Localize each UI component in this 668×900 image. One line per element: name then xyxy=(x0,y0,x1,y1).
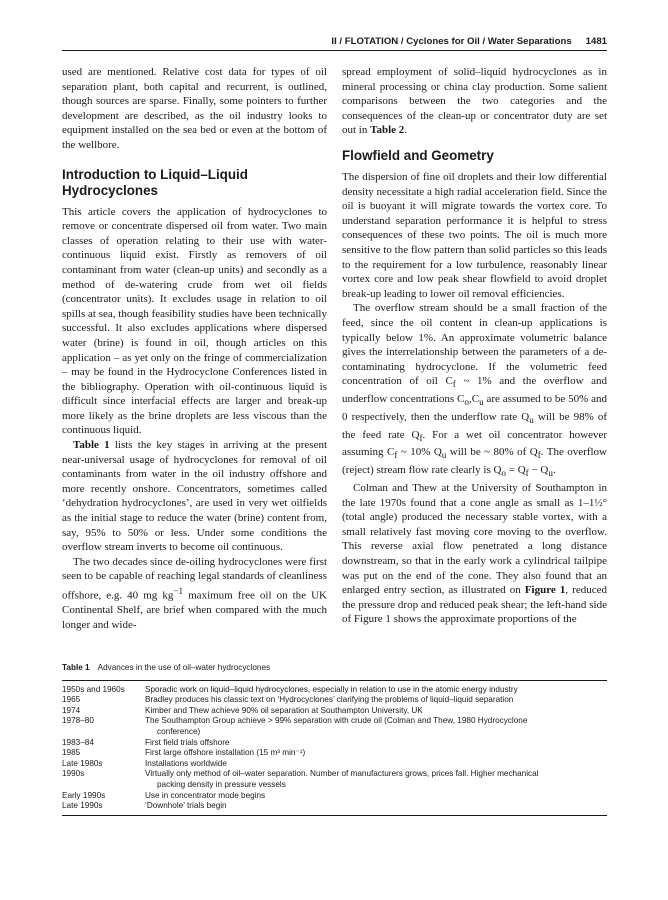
paragraph-3-start: The two decades since de-oiling hydrocyclones were first seen to be capable of reaching legal standards of cleanliness offshore, e.g. 40 mg kg xyxy=(62,555,327,602)
balance-text-f: ~ 10% Q xyxy=(400,446,442,459)
figure-1-reference[interactable]: Figure 1 xyxy=(524,584,566,597)
table-row xyxy=(62,769,607,790)
table-cell-event xyxy=(145,748,607,759)
section-heading-flowfield: Flowfield and Geometry xyxy=(342,147,494,163)
subscript-f: f xyxy=(452,379,456,390)
table-cell-date: 1990s xyxy=(62,769,85,779)
table-cell-event-text: Virtually only method of oil–water separation. Number of manufacturers grows, prices fall. Higher mechanical xyxy=(145,769,539,779)
table-cell-event xyxy=(145,706,607,717)
balance-text-d: will be 98% of the feed rate Q xyxy=(342,410,607,441)
table-cell-event-text: Sporadic work on liquid–liquid hydrocyclones, especially in relation to use in the atomic energy industry xyxy=(145,684,518,694)
table-cell-event xyxy=(145,791,607,802)
table-cell-event xyxy=(145,801,607,812)
table-cell-event xyxy=(145,769,607,790)
unit-exponent: −1 xyxy=(173,586,184,596)
table-body xyxy=(62,681,607,815)
table-cell-date: 1950s and 1960s xyxy=(62,684,125,694)
subscript-f: f xyxy=(394,450,398,461)
table-row xyxy=(62,759,607,770)
colman-text-b: ° (total angle) produced the necessary stable vortex, with a small relatively fast moving core moving to the overflow. This reverse axial flow penetrated a long distance downstream, so that in the early work a cylindrical tailpipe was put on the end of the cone. They also found that an enlarged entry section, as illustrated on xyxy=(342,496,607,597)
table-cell-date: 1974 xyxy=(62,705,81,715)
table-cell-event xyxy=(145,759,607,770)
table-cell-event-continuation: packing density in pressure vessels xyxy=(157,779,286,789)
running-header xyxy=(62,36,607,47)
subscript-f: f xyxy=(419,432,423,443)
subscript-o: o xyxy=(464,397,469,408)
page-number: 1481 xyxy=(585,36,607,47)
table-caption xyxy=(62,663,607,674)
balance-text-e: . For a wet oil concentrator however assuming C xyxy=(342,428,608,459)
table-row xyxy=(62,695,607,706)
table-2-reference[interactable]: Table 2 xyxy=(370,124,405,137)
table-cell-event-text: The Southampton Group achieve > 99% separation with crude oil (Colman and Thew, 1980 Hydrocyclone xyxy=(145,716,528,726)
table-cell-date: Late 1990s xyxy=(62,801,103,811)
right-column xyxy=(342,65,607,627)
subscript-f: f xyxy=(525,468,529,479)
subscript-u: u xyxy=(441,450,447,461)
running-title: II / FLOTATION / Cyclones for Oil / Water Separations xyxy=(331,36,572,47)
header-rule xyxy=(62,50,607,51)
paragraph-2-text: lists the key stages in arriving at the present near-universal usage of hydrocyclones for removal of oil contaminants from water in the oil industry offshore and more recently onshore. Concentrators, sometimes called ‘dehydration hydrocyclones’, are used in very wet oilfields as the initial stage to reduce the water (brine) content from, say, 95% to 50% or less. Under some conditions the overflow stream inverts to become oil continuous. xyxy=(62,439,328,554)
table-1 xyxy=(62,663,607,816)
balance-text-h: . The overflow (reject) stream flow rate clearly is Q xyxy=(342,446,607,477)
table-cell-event-text: Kimber and Thew achieve 90% oil separation at Southampton University, UK xyxy=(145,705,423,715)
intro-body-paragraph-3 xyxy=(62,555,327,633)
table-row xyxy=(62,791,607,802)
table-cell-date: 1978–80 xyxy=(62,716,94,726)
table-1-reference[interactable]: Table 1 xyxy=(73,439,110,452)
table-cell-event-text: Use in concentrator mode begins xyxy=(145,790,266,800)
subscript-u: u xyxy=(529,415,534,426)
table-cell-date: 1965 xyxy=(62,695,81,705)
table-cell-date: Early 1990s xyxy=(62,790,106,800)
subscript-o: o xyxy=(501,468,506,479)
table-cell-event xyxy=(145,716,607,737)
flowfield-paragraph-3 xyxy=(342,481,607,627)
continued-paragraph: spread employment of solid–liquid hydrocyclones as in mineral processing or china clay production. Some salient comparisons between the two categories and the consequences of the clean-up or concentrator duty are set out in Table 2. xyxy=(342,66,607,137)
table-cell-event-continuation: conference) xyxy=(157,726,201,736)
balance-text-a: The overflow stream should be a small fraction of the feed, since the oil content in clean-up applications is typically below 1%. An approximate volumetric balance gives the interrelationship between the parameters of a de-contaminating hydrocyclone. If the volumetric feed concentration of oil C xyxy=(342,302,607,388)
table-label: Table 1 xyxy=(62,663,90,672)
table-cell-event xyxy=(145,685,607,696)
table-cell-date: 1983–84 xyxy=(62,737,94,747)
intro-body-paragraph-2 xyxy=(62,438,327,555)
table-row xyxy=(62,706,607,717)
continued-text: spread employment of solid–liquid hydrocyclones as in mineral processing or china clay production. Some salient comparisons between the two categories and the consequences of the clean-up or concentrator duty are set out in xyxy=(342,66,607,137)
flowfield-paragraph-2: The overflow stream should be a small fraction of the feed, since the oil content in clean-up applications is typically below 1%. An approximate volumetric balance gives the interrelationship between the parameters of a de-contaminating hydrocyclone. If the volumetric feed concentration of oil $C_f$ ~ 1% and the overflow and underflow concentrations $C_o,C_u$ are assumed to be 50% and 0 respectively, then the underflow rate $Q_u$ will be 98% of the feed rate $Q_f$. For a wet oil concentrator however assuming $C_f$ ~ 10% $Q_u$ will be ~ 80% of $Q_f$. The overflow (reject) stream flow rate clearly is $Q_o = Q_f - Q_u$. xyxy=(342,302,608,479)
table-cell-date: Late 1980s xyxy=(62,758,103,768)
table-cell-event-text: Installations worldwide xyxy=(145,758,227,768)
subscript-f: f xyxy=(537,450,541,461)
table-cell-event-text: First large offshore installation (15 m³ min⁻¹) xyxy=(145,748,306,758)
fraction-half: ½ xyxy=(594,496,603,509)
table-row xyxy=(62,738,607,749)
balance-text-b: ~ 1% and the overflow and underflow concentrations C xyxy=(342,375,607,406)
flowfield-paragraph-1: The dispersion of fine oil droplets and their low differential density necessitate a high radial acceleration field. Since the oil is buoyant it will migrate towards the vortex core. To understand separation performance it is helpful to stress consequences of these two points. The oil is much more sensitive to the flow pattern than solid particles so this leads to the requirement for a low turbulence, reasonably linear vortex core and low peak shear flowfield to avoid droplet break-up leading to lower oil removal efficiencies. xyxy=(342,170,607,300)
paragraph-3-end: maximum free oil on the UK Continental Shelf, are brief when compared with the much longer and wide- xyxy=(62,589,327,631)
table-row xyxy=(62,748,607,759)
table-bottom-rule xyxy=(62,815,607,816)
table-cell-event-text: ‘Downhole’ trials begin xyxy=(145,801,227,811)
table-row xyxy=(62,801,607,812)
table-cell-event xyxy=(145,738,607,749)
table-row xyxy=(62,716,607,737)
table-caption-text: Advances in the use of oil–water hydrocyclones xyxy=(97,663,271,672)
table-cell-event-text: Bradley produces his classic text on ‘Hydrocyclones’ clarifying the problems of liquid–liquid separation xyxy=(145,695,514,705)
subscript-u: u xyxy=(548,468,553,479)
subscript-u: u xyxy=(479,397,484,408)
colman-text-c: , reduced the pressure drop and reduced peak shear; the left-hand side of Figure 1 shows the approximate proportions of the xyxy=(342,584,607,626)
intro-body-paragraph-1: This article covers the application of hydrocyclones to remove or concentrate dispersed oil from water. Two main classes of operation relating to their use with water-continuous liquid exist. Firstly as removers of oil contaminant from water (clean-up units) and secondly as a method of de-watering crude from wet oil fields (concentrator units). It excludes usage in relation to oil spills at sea, though feasibility studies have been technically successful. It also excludes applications where dispersed water (brine) is found in oil, though articles on this application – as yet only on the fringe of commercialization – may be found in the Hydrocyclone Conferences listed in the bibliography. Operation with oil-continuous liquid is difficult since interfacial effects are larger and break-up more likely as the brine droplets are less viscous than the continuous liquid. xyxy=(62,205,327,437)
table-row xyxy=(62,685,607,696)
table-cell-event xyxy=(145,695,607,706)
intro-paragraph: used are mentioned. Relative cost data for types of oil separation plant, both capital and recurrent, is outlined, though sources are sparse. Finally, some pointers to further development are described, as the oil industry looks to equipment installed on the sea bed or even at the bottom of the wellbore. xyxy=(62,66,327,151)
table-cell-date: 1985 xyxy=(62,748,81,758)
colman-text-a: Colman and Thew at the University of Southampton in the late 1970s found that a cone angle as small as 1–1 xyxy=(342,481,607,509)
section-heading-introduction: Introduction to Liquid–Liquid Hydrocyclones xyxy=(62,166,248,198)
table-cell-event-text: First field trials offshore xyxy=(145,737,230,747)
balance-text-g: will be ~ 80% of Q xyxy=(449,446,538,459)
left-column xyxy=(62,65,327,632)
balance-text-c: are assumed to be 50% and 0 respectively, then the underflow rate Q xyxy=(342,393,608,423)
